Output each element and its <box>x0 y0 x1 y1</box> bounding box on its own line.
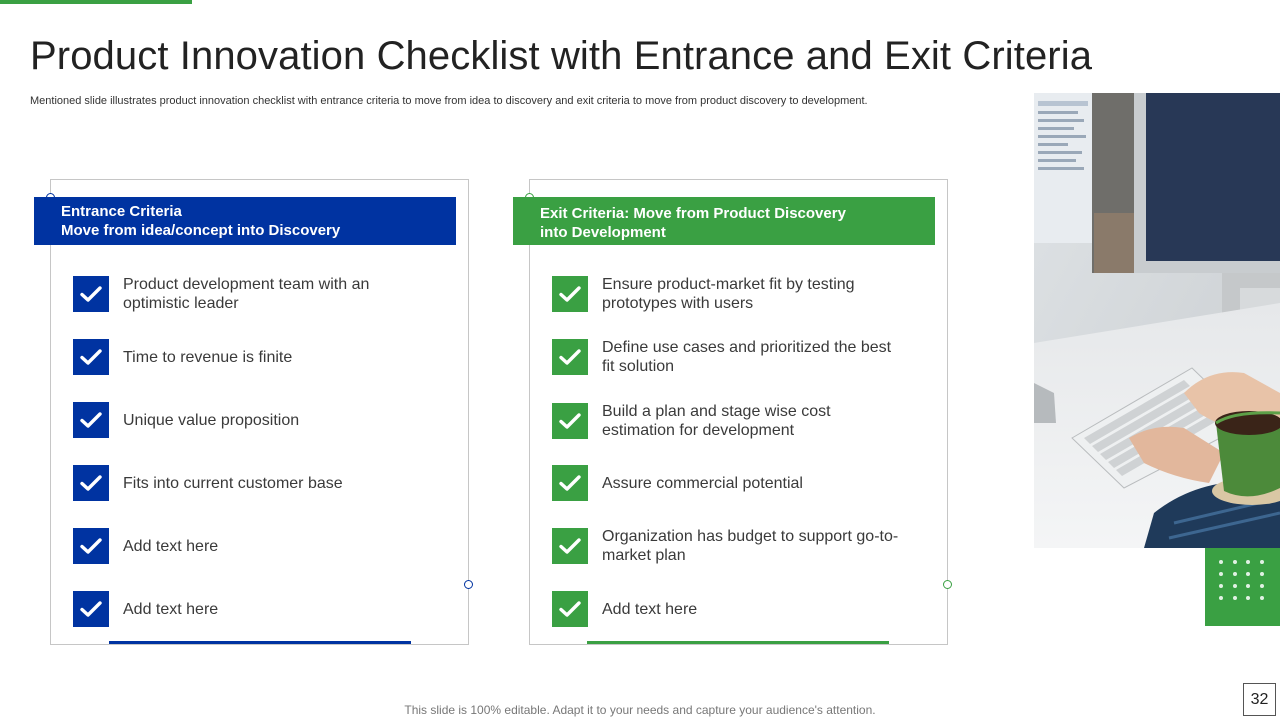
checkmark-icon <box>73 402 109 438</box>
exit-item-text: Organization has budget to support go-to-market plan <box>602 528 899 564</box>
selection-handle <box>464 580 473 589</box>
exit-item-5 <box>552 526 932 566</box>
page-subtitle: Mentioned slide illustrates product innovation checklist with entrance criteria to move from idea to discovery and exit criteria to move from product discovery to development. <box>30 95 868 107</box>
page-title: Product Innovation Checklist with Entrance and Exit Criteria <box>30 34 1093 78</box>
exit-item-text: Define use cases and prioritized the best fit solution <box>602 339 892 375</box>
exit-item-1 <box>552 274 932 314</box>
exit-item-4 <box>552 463 932 503</box>
exit-item-6 <box>552 589 932 629</box>
entrance-item-text: Unique value proposition <box>123 411 300 429</box>
checkmark-icon <box>552 403 588 439</box>
entrance-heading-line2: Move from idea/concept into Discovery <box>61 222 341 239</box>
top-accent-bar <box>0 0 192 4</box>
entrance-item-text: Add text here <box>123 537 219 555</box>
entrance-criteria-header <box>34 197 456 245</box>
entrance-criteria-card <box>50 179 469 645</box>
card-bottom-accent <box>109 641 411 644</box>
exit-item-text: Ensure product-market fit by testing prototypes with users <box>602 276 855 312</box>
entrance-item-3 <box>73 400 453 440</box>
exit-item-2 <box>552 337 932 377</box>
entrance-item-6 <box>73 589 453 629</box>
exit-item-text: Build a plan and stage wise cost estimation for development <box>602 403 831 439</box>
card-bottom-accent <box>587 641 889 644</box>
desk-photo-image <box>1034 93 1280 548</box>
exit-item-3 <box>552 401 932 441</box>
entrance-item-text: Add text here <box>123 600 219 618</box>
entrance-item-text: Time to revenue is finite <box>123 348 293 366</box>
exit-item-text: Assure commercial potential <box>602 474 803 492</box>
checkmark-icon <box>73 591 109 627</box>
decorative-green-block <box>1205 548 1280 626</box>
exit-item-text: Add text here <box>602 600 698 618</box>
exit-criteria-card <box>529 179 948 645</box>
exit-heading-line2: into Development <box>540 224 666 241</box>
checkmark-icon <box>552 276 588 312</box>
entrance-item-1 <box>73 274 453 314</box>
checkmark-icon <box>552 591 588 627</box>
exit-criteria-header <box>513 197 935 245</box>
dot-grid-decoration <box>1219 560 1265 600</box>
checkmark-icon <box>73 339 109 375</box>
selection-handle <box>943 580 952 589</box>
footer-note: This slide is 100% editable. Adapt it to your needs and capture your audience's attention. <box>404 703 876 717</box>
entrance-item-text: Product development team with an optimistic leader <box>123 276 370 312</box>
checkmark-icon <box>552 528 588 564</box>
checkmark-icon <box>73 465 109 501</box>
checkmark-icon <box>552 465 588 501</box>
checkmark-icon <box>73 528 109 564</box>
checkmark-icon <box>552 339 588 375</box>
entrance-item-4 <box>73 463 453 503</box>
exit-heading-line1: Exit Criteria: Move from Product Discovery <box>540 205 846 222</box>
page-number: 32 <box>1243 683 1276 716</box>
entrance-item-5 <box>73 526 453 566</box>
checkmark-icon <box>73 276 109 312</box>
entrance-item-2 <box>73 337 453 377</box>
entrance-heading-line1: Entrance Criteria <box>61 203 182 220</box>
entrance-item-text: Fits into current customer base <box>123 474 343 492</box>
